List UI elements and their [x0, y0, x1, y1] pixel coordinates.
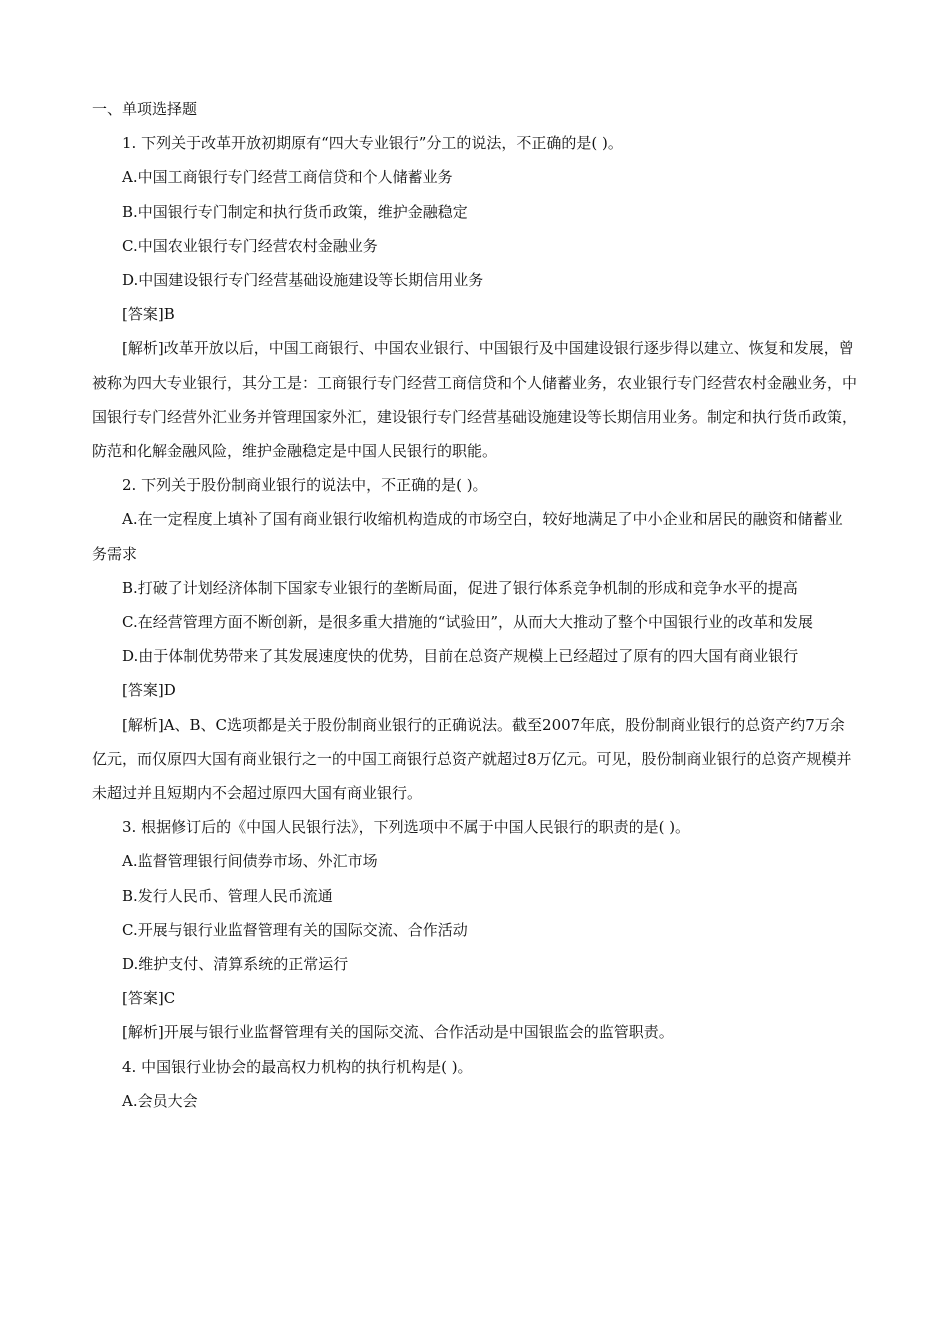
question-2-stem: 2. 下列关于股份制商业银行的说法中，不正确的是( )。 — [122, 476, 488, 495]
question-3-analysis: [解析]开展与银行业监督管理有关的国际交流、合作活动是中国银监会的监管职责。 — [122, 1023, 674, 1042]
question-1-stem: 1. 下列关于改革开放初期原有“四大专业银行”分工的说法，不正确的是( )。 — [122, 134, 623, 153]
question-1-answer: [答案]B — [122, 305, 175, 324]
question-2-answer: [答案]D — [122, 681, 176, 700]
question-2-option-a: A.在一定程度上填补了国有商业银行收缩机构造成的市场空白，较好地满足了中小企业和居民的融资和储蓄业务需求 — [92, 510, 843, 563]
question-2-option-b: B.打破了计划经济体制下国家专业银行的垄断局面，促进了银行体系竞争机制的形成和竞争水平的提高 — [122, 578, 798, 597]
question-3-option-d: D.维护支付、清算系统的正常运行 — [122, 955, 349, 974]
question-3-answer: [答案]C — [122, 989, 176, 1008]
question-1-option-c: C.中国农业银行专门经营农村金融业务 — [122, 236, 378, 255]
question-2-option-d: D.由于体制优势带来了其发展速度快的优势，目前在总资产规模上已经超过了原有的四大国有商业银行 — [122, 647, 799, 666]
question-1-option-a: A.中国工商银行专门经营工商信贷和个人储蓄业务 — [122, 168, 453, 187]
question-3-stem: 3. 根据修订后的《中国人民银行法》，下列选项中不属于中国人民银行的职责的是( )。 — [122, 818, 691, 837]
question-4-stem: 4. 中国银行业协会的最高权力机构的执行机构是( )。 — [122, 1057, 473, 1076]
question-3-option-b: B.发行人民币、管理人民币流通 — [122, 886, 333, 905]
question-1-option-d: D.中国建设银行专门经营基础设施建设等长期信用业务 — [122, 271, 484, 290]
question-3-option-a: A.监督管理银行间债券市场、外汇市场 — [122, 852, 378, 871]
document-body — [92, 92, 857, 1118]
section-title: 一、单项选择题 — [92, 100, 198, 118]
question-1-option-b: B.中国银行专门制定和执行货币政策，维护金融稳定 — [122, 202, 468, 221]
question-4-option-a: A.会员大会 — [122, 1091, 198, 1110]
question-3-option-c: C.开展与银行业监督管理有关的国际交流、合作活动 — [122, 920, 468, 939]
question-2-option-c: C.在经营管理方面不断创新，是很多重大措施的“试验田”，从而大大推动了整个中国银行业的改革和发展 — [122, 613, 814, 632]
question-2-analysis: [解析]A、B、C选项都是关于股份制商业银行的正确说法。截至2007年底，股份制商业银行的总资产约7万余亿元，而仅原四大国有商业银行之一的中国工商银行总资产就超过8万亿元。可见，股份制商业银行的总资产规模并未超过并且短期内不会超过原四大国有商业银行。 — [92, 715, 852, 803]
question-1-analysis: [解析]改革开放以后，中国工商银行、中国农业银行、中国银行及中国建设银行逐步得以建立、恢复和发展，曾被称为四大专业银行，其分工是：工商银行专门经营工商信贷和个人储蓄业务，农业银行专门经营农村金融业务，中国银行专门经营外汇业务并管理国家外汇，建设银行专门经营基础设施建设等长期信用业务。制定和执行货币政策，防范和化解金融风险，维护金融稳定是中国人民银行的职能。 — [92, 339, 858, 461]
